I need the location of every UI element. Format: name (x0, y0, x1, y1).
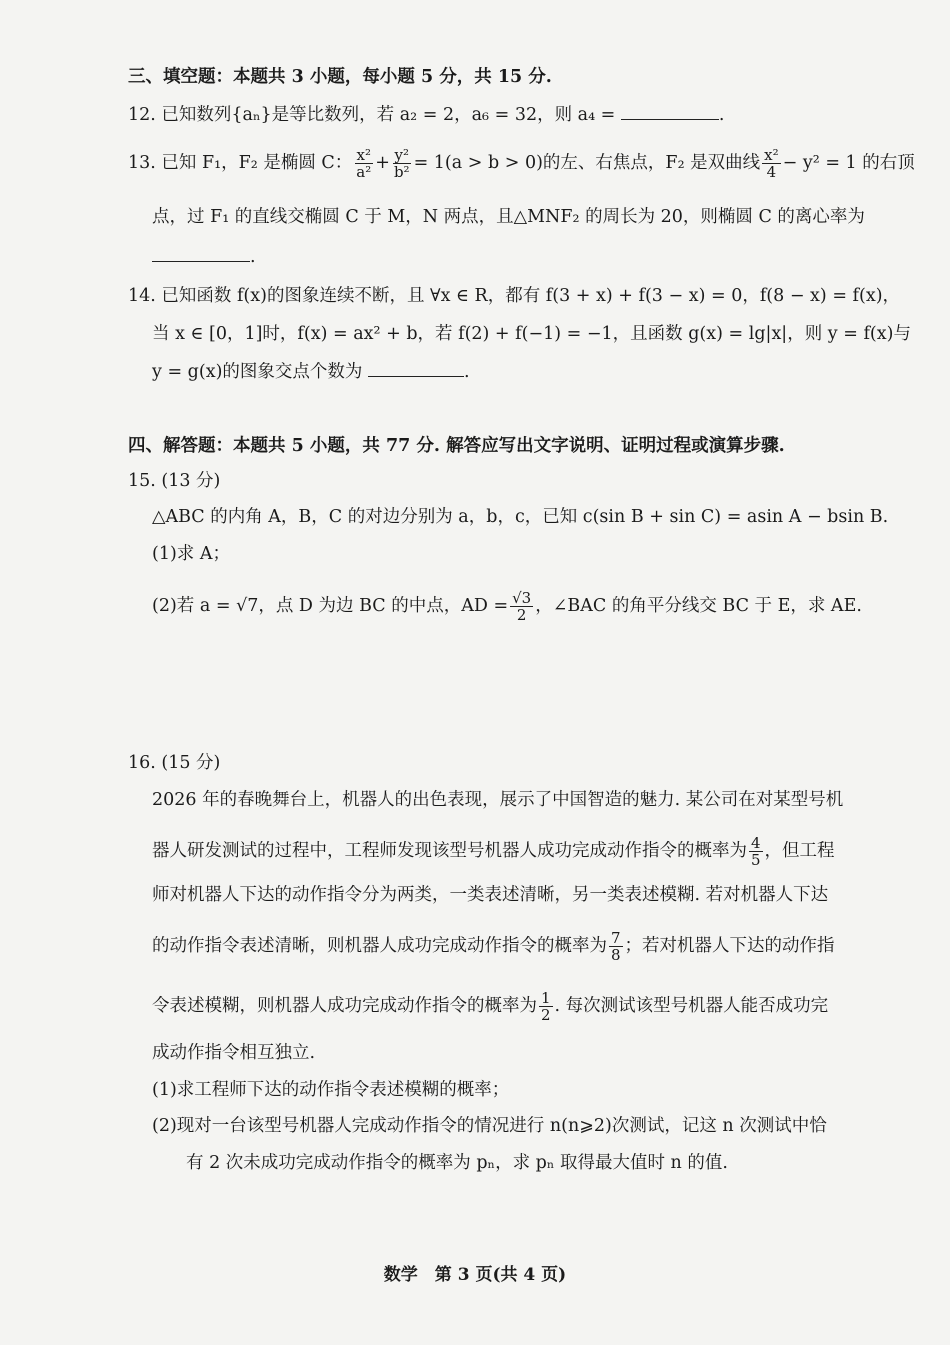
question-16-line-4 (152, 930, 942, 963)
q15-p2-text-b: ，∠BAC 的角平分线交 BC 于 E，求 AE. (535, 596, 862, 616)
question-15-title: 15. (13 分) (128, 471, 221, 491)
frac-num: 4 (751, 834, 761, 852)
q15-p2-text-a: (2)若 a = √7，点 D 为边 BC 的中点，AD = (152, 596, 509, 616)
q16-l4-text-a: 的动作指令表述清晰，则机器人成功完成动作指令的概率为 (152, 936, 607, 956)
question-16-line-1: 2026 年的春晚舞台上，机器人的出色表现，展示了中国智造的魅力. 某公司在对某型号机 (152, 790, 844, 810)
frac-den: 2 (541, 1006, 551, 1024)
question-13-line-3 (152, 246, 942, 268)
question-16-line-5 (152, 990, 942, 1023)
q14-end: . (463, 362, 470, 382)
q16-l2-text-b: ，但工程 (764, 841, 835, 861)
frac-den: 2 (516, 606, 527, 624)
section-4-header: 四、解答题：本题共 5 小题，共 77 分. 解答应写出文字说明、证明过程或演算步骤. (128, 436, 785, 456)
q16-frac-1-2 (539, 990, 553, 1023)
frac-num: 1 (541, 989, 551, 1007)
q13-frac-y2-b2 (392, 147, 412, 180)
question-15-part-1: (1)求 A； (152, 544, 230, 564)
question-12 (128, 104, 918, 126)
q16-l5-text-b: . 每次测试该型号机器人能否成功完 (554, 996, 829, 1016)
q13-frac-x2-4 (762, 147, 780, 180)
question-14-line-1: 14. 已知函数 f(x)的图象连续不断，且 ∀x ∈ R，都有 f(3 + x) + f(3 − x) = 0，f(8 − x) = f(x)， (128, 286, 901, 306)
question-13-line-1 (128, 147, 918, 180)
q13-frac-x2-a2 (354, 147, 373, 180)
question-16-line-2 (152, 835, 942, 868)
q13-text-c: − y² = 1 的右顶 (782, 153, 915, 173)
q14-answer-blank (368, 375, 464, 377)
frac-den: 5 (751, 851, 761, 869)
q16-l5-text-a: 令表述模糊，则机器人成功完成动作指令的概率为 (152, 996, 537, 1016)
frac-num: √3 (512, 589, 532, 607)
question-14-line-3 (152, 361, 942, 383)
q16-l4-text-b: ；若对机器人下达的动作指 (624, 936, 835, 956)
question-14-line-2: 当 x ∈ [0，1]时，f(x) = ax² + b，若 f(2) + f(−1) = −1，且函数 g(x) = lg|x|，则 y = f(x)与 (152, 324, 911, 344)
q16-l2-text-a: 器人研发测试的过程中，工程师发现该型号机器人成功完成动作指令的概率为 (152, 841, 747, 861)
plus-sign: + (375, 153, 390, 173)
page-footer: 数学 第 3 页(共 4 页) (383, 1265, 567, 1285)
q16-frac-7-8 (609, 930, 623, 963)
question-15-stem: △ABC 的内角 A，B，C 的对边分别为 a，b，c，已知 c(sin B + sin C) = asin A − bsin B. (152, 507, 889, 527)
question-16-part-1: (1)求工程师下达的动作指令表述模糊的概率； (152, 1080, 510, 1100)
q15-frac-sqrt3-2 (510, 590, 533, 623)
frac-den: a² (356, 163, 372, 181)
q12-text: 12. 已知数列{aₙ}是等比数列，若 a₂ = 2，a₆ = 32，则 a₄ = (128, 105, 616, 125)
q14-text: y = g(x)的图象交点个数为 (152, 362, 363, 382)
question-13-line-2: 点，过 F₁ 的直线交椭圆 C 于 M，N 两点，且△MNF₂ 的周长为 20，则椭圆 C 的离心率为 (152, 207, 865, 227)
q16-frac-4-5 (749, 835, 763, 868)
question-15-part-2 (152, 590, 942, 623)
section-3-header: 三、填空题：本题共 3 小题，每小题 5 分，共 15 分. (128, 67, 552, 87)
q12-end: . (718, 105, 725, 125)
q13-end: . (250, 247, 256, 267)
frac-num: 7 (611, 929, 621, 947)
frac-den: 4 (766, 163, 777, 181)
frac-num: x² (764, 146, 779, 164)
frac-den: b² (393, 163, 410, 181)
question-16-line-6: 成动作指令相互独立. (152, 1043, 316, 1063)
q12-answer-blank (621, 118, 719, 120)
frac-num: y² (394, 146, 409, 164)
frac-num: x² (356, 146, 372, 164)
q13-text-b: = 1(a > b > 0)的左、右焦点，F₂ 是双曲线 (413, 153, 761, 173)
question-16-part-2-line-1: (2)现对一台该型号机器人完成动作指令的情况进行 n(n⩾2)次测试，记这 n 次测试中恰 (152, 1116, 827, 1136)
frac-den: 8 (611, 946, 621, 964)
question-16-line-3: 师对机器人下达的动作指令分为两类，一类表述清晰，另一类表述模糊. 若对机器人下达 (152, 885, 829, 905)
q13-text-a: 13. 已知 F₁，F₂ 是椭圆 C： (128, 153, 353, 173)
question-16-title: 16. (15 分) (128, 753, 221, 773)
question-16-part-2-line-2: 有 2 次未成功完成动作指令的概率为 pₙ，求 pₙ 取得最大值时 n 的值. (186, 1153, 728, 1173)
q13-answer-blank (152, 260, 250, 262)
